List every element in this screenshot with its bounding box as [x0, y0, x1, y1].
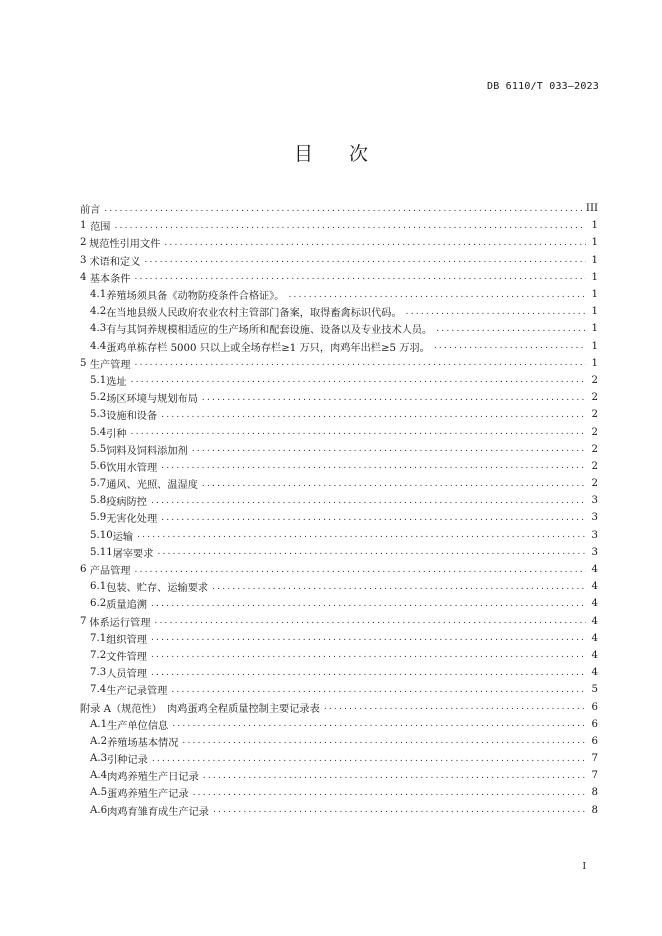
toc-entry[interactable] [80, 372, 598, 389]
toc-entry-title: 文件管理 [106, 651, 147, 663]
toc-leader-dots [406, 307, 586, 317]
toc-entry-page: 4 [591, 667, 598, 679]
toc-entry-title: 运输 [112, 531, 134, 543]
toc-leader-dots [161, 513, 586, 523]
toc-entry-number: A.6 [90, 804, 108, 816]
toc-entry-page: 6 [591, 701, 598, 713]
toc-entry-title: 设施和设备 [106, 411, 158, 423]
toc-entry[interactable] [80, 681, 598, 698]
toc-entry-number: 6 [80, 564, 87, 576]
toc-entry-page: 6 [591, 718, 598, 730]
toc-entry[interactable] [80, 544, 598, 561]
toc-entry[interactable] [80, 630, 598, 647]
toc-entry-page: 1 [591, 271, 598, 283]
toc-entry[interactable] [80, 389, 598, 406]
toc-entry-page: 2 [591, 460, 598, 472]
toc-entry[interactable] [80, 767, 598, 784]
page-title [0, 139, 662, 166]
toc-entry-title: 产品管理 [89, 566, 131, 578]
toc-entry[interactable] [80, 784, 598, 801]
toc-entry-title: 蛋鸡养殖生产记录 [107, 789, 189, 801]
toc-leader-dots [137, 530, 586, 540]
toc-leader-dots [151, 496, 586, 506]
toc-entry[interactable] [80, 406, 598, 423]
toc-leader-dots [324, 702, 586, 712]
table-of-contents [80, 200, 598, 819]
toc-entry-number: A.3 [90, 753, 108, 765]
toc-entry-page: 2 [591, 478, 598, 490]
toc-entry[interactable] [80, 802, 598, 819]
toc-entry[interactable] [80, 613, 598, 630]
toc-entry[interactable] [80, 492, 598, 509]
toc-leader-dots [134, 272, 586, 282]
toc-entry-title: 饲料及饲料添加剂 [106, 445, 188, 457]
toc-entry-number: 5.5 [90, 443, 107, 455]
toc-entry[interactable] [80, 698, 598, 715]
toc-entry-number: 7 [80, 615, 87, 627]
toc-leader-dots [157, 547, 586, 557]
toc-entry-page: 2 [591, 374, 598, 386]
toc-entry[interactable] [80, 458, 598, 475]
toc-entry-number: 5.11 [90, 546, 113, 558]
toc-entry-title: 术语和定义 [89, 256, 141, 268]
toc-entry-title: 养殖场基本情况 [107, 737, 179, 749]
toc-entry-title: 蛋鸡单栋存栏 5000 只以上或全场存栏≥1 万只，肉鸡年出栏≥5 万羽。 [106, 342, 430, 354]
toc-entry-page: 2 [591, 443, 598, 455]
toc-leader-dots [202, 393, 586, 403]
toc-entry-number: 2 [80, 237, 87, 249]
toc-entry[interactable] [80, 423, 598, 440]
toc-entry-number: 7.2 [90, 649, 107, 661]
toc-entry-title: 养殖场须具备《动物防疫条件合格证》。 [106, 291, 285, 303]
toc-entry-number: 5.10 [90, 529, 113, 541]
toc-leader-dots [134, 358, 586, 368]
toc-entry-page: 4 [591, 649, 598, 661]
toc-entry[interactable] [80, 664, 598, 681]
toc-entry-title: 范围 [90, 222, 111, 234]
toc-leader-dots [213, 805, 586, 815]
toc-entry[interactable] [80, 750, 598, 767]
toc-entry-number: 4.3 [90, 323, 107, 335]
toc-entry-title: 生产管理 [89, 359, 131, 371]
toc-entry-page: 4 [591, 615, 598, 627]
toc-entry[interactable] [80, 252, 598, 269]
toc-leader-dots [212, 582, 586, 592]
toc-leader-dots [151, 599, 586, 609]
toc-entry-page: 3 [591, 546, 598, 558]
toc-entry-title: 通风、光照、温湿度 [106, 480, 198, 492]
toc-leader-dots [203, 771, 586, 781]
toc-leader-dots [161, 410, 586, 420]
toc-entry[interactable] [80, 200, 598, 217]
toc-entry-number: 1 [80, 220, 87, 232]
toc-entry-number: 4 [80, 271, 87, 283]
toc-entry[interactable] [80, 475, 598, 492]
toc-entry-title: 前言 [80, 205, 101, 217]
toc-entry-number: 5.6 [90, 460, 107, 472]
toc-entry-page: 1 [591, 323, 598, 335]
toc-entry[interactable] [80, 269, 598, 286]
toc-leader-dots [151, 650, 586, 660]
toc-entry-number: 6.1 [90, 581, 107, 593]
toc-entry-number: 7.3 [90, 667, 107, 679]
toc-entry-page: 4 [591, 581, 598, 593]
toc-entry-page: 2 [591, 426, 598, 438]
toc-entry-page: III [585, 203, 598, 215]
toc-entry-number: A.2 [90, 735, 108, 747]
toc-entry-number: 6.2 [90, 598, 107, 610]
toc-entry-page: 1 [591, 340, 598, 352]
toc-leader-dots [202, 479, 586, 489]
toc-entry-number: 5.4 [90, 426, 107, 438]
toc-leader-dots [171, 685, 586, 695]
toc-entry-title: 肉鸡育雏育成生产记录 [107, 806, 209, 818]
toc-entry[interactable] [80, 441, 598, 458]
toc-entry[interactable] [80, 527, 598, 544]
toc-entry-number: 3 [80, 254, 87, 266]
toc-leader-dots [154, 616, 586, 626]
toc-entry[interactable] [80, 217, 598, 234]
toc-entry-page: 4 [591, 632, 598, 644]
toc-entry[interactable] [80, 716, 598, 733]
toc-entry-page: 1 [591, 237, 598, 249]
toc-entry-title: 屠宰要求 [112, 548, 154, 560]
toc-entry-title: 生产记录管理 [106, 686, 168, 698]
toc-entry-title: 体系运行管理 [89, 617, 151, 629]
toc-entry-number: 4.2 [90, 306, 107, 318]
toc-entry-title: 规范性引用文件 [89, 239, 161, 251]
toc-entry-page: 1 [591, 220, 598, 232]
toc-entry[interactable] [80, 647, 598, 664]
toc-entry-number: A.4 [90, 770, 108, 782]
toc-entry-page: 1 [591, 306, 598, 318]
toc-entry-title: 生产单位信息 [107, 720, 169, 732]
toc-entry[interactable] [80, 320, 598, 337]
toc-leader-dots [436, 324, 586, 334]
toc-entry-title: 饮用水管理 [106, 462, 158, 474]
toc-entry-title: 肉鸡养殖生产日记录 [107, 772, 199, 784]
toc-entry-page: 8 [591, 804, 598, 816]
document-code: DB 6110/T 033—2023 [487, 81, 599, 92]
toc-leader-dots [115, 221, 587, 231]
toc-entry-page: 7 [591, 770, 598, 782]
toc-entry-title: 质量追溯 [106, 600, 147, 612]
toc-leader-dots [164, 238, 586, 248]
title-char-1: 目 [293, 143, 313, 165]
toc-entry-title: 在当地县级人民政府农业农村主管部门备案，取得畜禽标识代码。 [106, 308, 402, 320]
toc-entry-title: 基本条件 [89, 273, 131, 285]
toc-entry-page: 3 [591, 529, 598, 541]
toc-leader-dots [134, 565, 586, 575]
toc-entry-title: 场区环境与规划布局 [106, 394, 198, 406]
toc-leader-dots [161, 461, 586, 471]
toc-entry-page: 4 [591, 598, 598, 610]
title-char-2: 次 [349, 143, 369, 165]
toc-entry-title: 无害化处理 [106, 514, 158, 526]
toc-entry-number: 5 [80, 357, 87, 369]
toc-entry-title: 选址 [106, 376, 127, 388]
toc-entry-number: A.1 [90, 718, 108, 730]
toc-entry[interactable] [80, 561, 598, 578]
toc-entry-number: 5.2 [90, 392, 107, 404]
toc-leader-dots [172, 719, 586, 729]
toc-entry-number: 5.3 [90, 409, 107, 421]
toc-entry-page: 2 [591, 409, 598, 421]
toc-entry-number: 5.8 [90, 495, 107, 507]
toc-entry[interactable] [80, 578, 598, 595]
toc-entry-page: 1 [591, 357, 598, 369]
toc-entry-page: 2 [591, 392, 598, 404]
toc-entry[interactable] [80, 338, 598, 355]
toc-entry-title: 人员管理 [106, 669, 147, 681]
toc-entry-page: 3 [591, 495, 598, 507]
toc-entry[interactable] [80, 733, 598, 750]
toc-entry-title: 引种记录 [107, 755, 148, 767]
toc-entry-title: 组织管理 [106, 634, 147, 646]
toc-leader-dots [104, 204, 582, 214]
toc-leader-dots [131, 427, 586, 437]
toc-entry-page: 1 [591, 289, 598, 301]
toc-entry-number: 7.4 [90, 684, 107, 696]
toc-entry-page: 3 [591, 512, 598, 524]
toc-leader-dots [434, 341, 586, 351]
toc-leader-dots [182, 736, 586, 746]
toc-entry-number: 5.1 [90, 374, 107, 386]
toc-entry[interactable] [80, 303, 598, 320]
toc-leader-dots [131, 375, 586, 385]
toc-entry-page: 4 [591, 564, 598, 576]
toc-entry-title: 有与其饲养规模相适应的生产场所和配套设施、设备以及专业技术人员。 [106, 325, 433, 337]
toc-entry-page: 1 [591, 254, 598, 266]
toc-entry-page: 8 [591, 787, 598, 799]
toc-entry-number: 5.7 [90, 478, 107, 490]
toc-entry-page: 5 [591, 684, 598, 696]
toc-entry[interactable] [80, 595, 598, 612]
toc-entry-title: 引种 [106, 428, 127, 440]
toc-entry[interactable] [80, 286, 598, 303]
toc-entry[interactable] [80, 509, 598, 526]
toc-leader-dots [144, 255, 586, 265]
toc-entry-title: 附录 A（规范性） 肉鸡蛋鸡全程质量控制主要记录表 [80, 703, 320, 715]
toc-leader-dots [152, 754, 586, 764]
toc-entry[interactable] [80, 355, 598, 372]
toc-leader-dots [288, 290, 586, 300]
toc-entry-number: 4.4 [90, 340, 107, 352]
toc-leader-dots [151, 668, 586, 678]
toc-entry-number: 5.9 [90, 512, 107, 524]
toc-leader-dots [193, 788, 586, 798]
toc-entry[interactable] [80, 234, 598, 251]
toc-entry-title: 包装、贮存、运输要求 [106, 583, 209, 595]
toc-entry-page: 7 [591, 753, 598, 765]
toc-entry-title: 疫病防控 [106, 497, 147, 509]
page-number: I [582, 862, 586, 872]
toc-entry-number: A.5 [90, 787, 108, 799]
toc-leader-dots [151, 633, 586, 643]
toc-entry-number: 7.1 [90, 632, 107, 644]
toc-entry-number: 4.1 [90, 289, 107, 301]
toc-entry-page: 6 [591, 735, 598, 747]
toc-leader-dots [192, 444, 586, 454]
